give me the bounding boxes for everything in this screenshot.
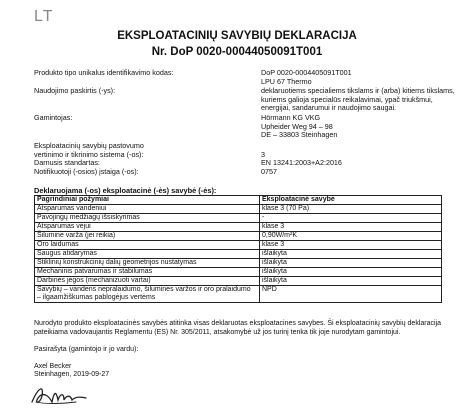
signatory-name: Axel Becker	[34, 363, 72, 370]
signed-label: Pasirašyta (gamintojo ir jo vardu):	[34, 346, 139, 353]
table-row	[35, 250, 442, 259]
field-label-intended-use: Naudojimo paskirtis (-ys):	[34, 86, 116, 95]
table-header-row	[35, 196, 442, 205]
field-label-product-code: Produkto tipo unikalus identifikavimo kodas:	[34, 68, 174, 77]
table-header-performance: Eksploatacinė savybė	[260, 196, 442, 205]
table-row	[35, 268, 442, 277]
table-cell: Pavojingų medžiagų išsiskyrimas	[35, 214, 260, 223]
field-value-manufacturer-1: Hörmann KG VKG	[261, 113, 321, 122]
field-value-intended-use-2: kuriems galioja specialūs reikalavimai, ypač triukšmui,	[261, 94, 433, 104]
table-header-characteristic: Pagrindiniai požymiai	[35, 196, 260, 205]
table-row	[35, 223, 442, 232]
table-cell: Stiklinių konstrukcinių dalių geometrijos nustatymas	[35, 259, 260, 268]
field-label-notified-body: Notifikuotoji (-osios) įstaiga (-os):	[34, 166, 139, 176]
field-value-manufacturer-3: DE – 33803 Steinhagen	[261, 130, 338, 139]
field-value-product-code: DoP 0020-0004405091T001	[261, 68, 352, 77]
table-cell: 0,90W/m²K	[260, 232, 442, 241]
table-cell: klase 3	[260, 241, 442, 250]
table-row	[35, 232, 442, 241]
table-cell: išlaikyta	[260, 277, 442, 286]
field-value-avcp: 3	[261, 149, 265, 159]
table-cell: klase 3 (70 Pa)	[260, 205, 442, 214]
table-row	[35, 241, 442, 250]
table-row	[35, 286, 442, 303]
field-label-manufacturer: Gamintojas:	[34, 113, 73, 122]
signing-place-date: Steinhagen, 2019-09-27	[34, 371, 110, 378]
table-cell: Saugus atidarymas	[35, 250, 260, 259]
table-cell: išlaikyta	[260, 259, 442, 268]
field-label-avcp-1: Eksploatacinių savybių pastovumo	[34, 141, 144, 150]
declaration-text: Nurodyto produkto eksploatacinės savybės atitinka visas deklaruotas eksploatacines savybes. Ši eksploatacinių savybių deklaracija pateikiama vadovaujantis Reglamentu (ES) Nr. 305/2011, atsakomybė už jos turinį tenka tik joje nurodytam gamintojui.	[34, 320, 441, 336]
table-row	[35, 277, 442, 286]
fields-block	[34, 69, 454, 179]
field-value-intended-use-1: deklaruotiems specialiems tikslams ir (arba) kitiems tikslams,	[261, 86, 455, 95]
field-label-avcp-2: vertinimo ir tikrinimo sistema (-os):	[34, 149, 144, 159]
handwritten-signature	[30, 378, 90, 408]
field-value-intended-use-3: energijai, sandarumui ir naudojimo saugai.	[261, 103, 397, 112]
table-row	[35, 259, 442, 268]
table-cell: Darbinės jėgos (mechanizuoti vartai)	[35, 277, 260, 286]
table-cell: Šilumine varža (jei reikia)	[35, 232, 260, 241]
field-value-product-name: LPU 67 Thermo	[261, 77, 312, 86]
table-cell: išlaikyta	[260, 268, 442, 277]
table-cell: Mechaninis patvarumas ir stabilumas	[35, 268, 260, 277]
field-label-standard: Darnusis standartas:	[34, 158, 100, 167]
field-value-standard: EN 13241:2003+A2:2016	[261, 158, 342, 167]
table-cell: Savybių – vandens nepralaidumo, šilumines varžos ir oro pralaidumo – ilgaamžiškumas pablogėjus vertėms	[35, 286, 260, 303]
table-row	[35, 214, 442, 223]
document-title: EKSPLOATACINIŲ SAVYBIŲ DEKLARACIJA	[117, 30, 357, 42]
field-value-manufacturer-2: Upheider Weg 94 – 98	[261, 121, 333, 131]
table-cell: NPD	[260, 286, 442, 303]
table-cell: klase 3	[260, 223, 442, 232]
table-row	[35, 205, 442, 214]
document-number: Nr. DoP 0020-00044050091T001	[151, 46, 323, 58]
field-value-notified-body: 0757	[261, 166, 277, 176]
table-section-title: Deklaruojama (-os) eksploatacinė (-ės) savybė (-ės):	[34, 186, 217, 195]
performance-table	[34, 195, 442, 303]
table-cell: Atsparumas vėjui	[35, 223, 260, 232]
table-cell: išlaikyta	[260, 250, 442, 259]
table-cell: Atsparumas vandeniui	[35, 205, 260, 214]
table-cell: Oro laidumas	[35, 241, 260, 250]
language-code: LT	[34, 8, 54, 25]
table-cell: -	[260, 214, 442, 223]
